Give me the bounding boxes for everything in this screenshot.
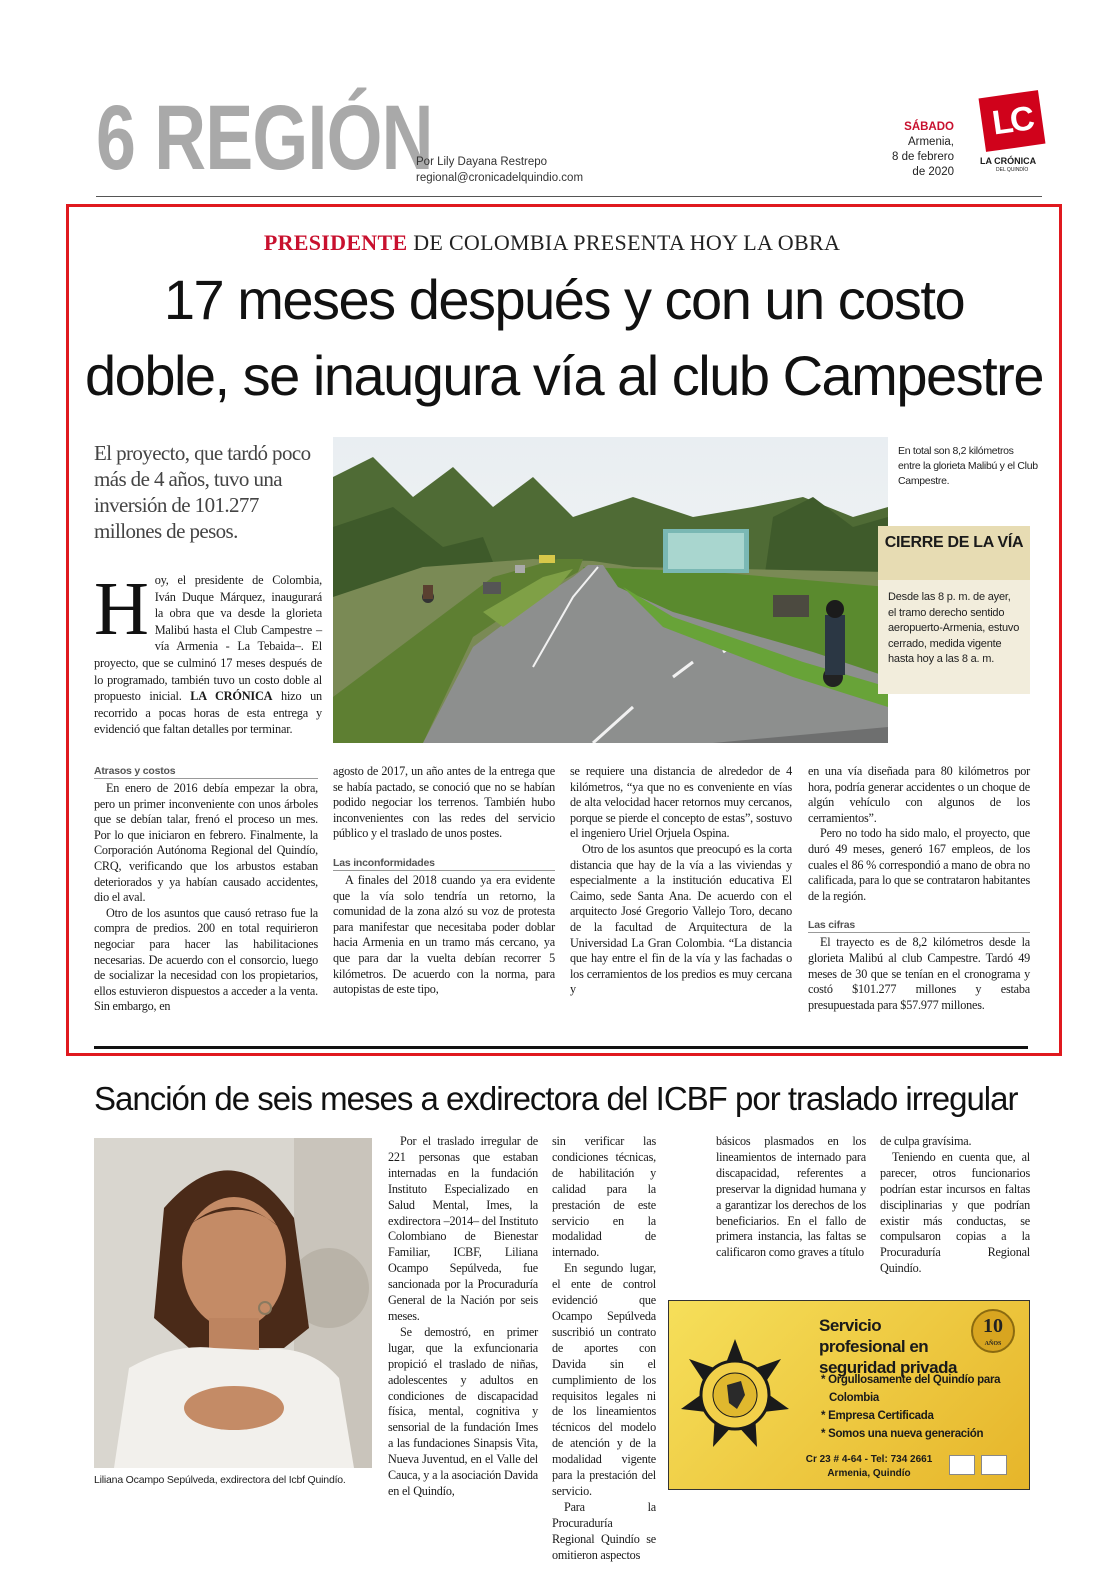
story-lead: [94, 567, 322, 738]
ad-feature: * Empresa Certificada: [821, 1410, 934, 1422]
paragraph: sin verificar las condiciones técnicas, de habilitación y calidad para la prestación de este servicio en la modalidad de internado.: [552, 1134, 656, 1260]
security-ad[interactable]: [668, 1300, 1030, 1490]
story-column-4: [808, 764, 1030, 1013]
paragraph: Para la Procuraduría Regional Quindío se omitieron aspectos: [552, 1499, 656, 1562]
sidebar-box: [878, 526, 1030, 694]
photo-cutline: En total son 8,2 kilómetros entre la glorieta Malibú y el Club Campestre.: [898, 445, 1038, 487]
story-kicker: [0, 230, 1104, 256]
security-seal-icon: [677, 1337, 793, 1453]
paragraph: se requiere una distancia de alrededor de 4 kilómetros, “ya que no es conveniente en vías de alta velocidad hacer retornos muy cercanos, porque se pierde el concepto de estas”, sostuvo el ingeniero Uriel Orjuela Ospina.: [570, 764, 792, 841]
kicker-highlight: PRESIDENTE: [263, 230, 408, 255]
anniversary-badge: [971, 1309, 1015, 1353]
sidebar-box-body: Desde las 8 p. m. de ayer, el tramo derecho sentido aeropuerto-Armenia, estuvo cerrado, medida vigente hasta hoy a las 8 a. m.: [888, 591, 1020, 665]
subhead-inconformidades: Las inconformidades: [333, 856, 555, 871]
second-column-4: [880, 1134, 1030, 1277]
kicker-rest: DE COLOMBIA PRESENTA HOY LA OBRA: [407, 230, 841, 255]
badge-number: 10: [983, 1315, 1003, 1337]
paragraph: Otro de los asuntos que causó retraso fue la compra de predios. 200 en total requirieron negociar para hacer las habilitaciones necesarias. De acuerdo con el consorcio, luego de socializar la necesidad con los propietarios, ellos estuvieron dispuestos a acceder a la venta. Sin embargo, en: [94, 905, 318, 1014]
ad-feature: * Somos una nueva generación: [821, 1428, 984, 1440]
paragraph: Por el traslado irregular de 221 personas que estaban internadas en la fundación Instituto Especializado en Salud Mental, Imes, la exdirectora –2014– del Instituto Colombiano de Bienestar Familiar, ICBF, Liliana Ocampo Sepúlveda, fue sancionada por la Procuraduría General de la Nación por seis meses.: [388, 1134, 538, 1323]
supervision-icon: [981, 1455, 1007, 1475]
second-column-3: [716, 1134, 866, 1261]
subhead-cifras: Las cifras: [808, 918, 1030, 933]
ad-feature: * Orgullosamente del Quindío para Colombia: [821, 1374, 1001, 1404]
logo-name: LA CRÓNICA: [980, 156, 1037, 166]
second-headline: Sanción de seis meses a exdirectora del ICBF por traslado irregular: [94, 1080, 1018, 1117]
paragraph: En segundo lugar, el ente de control evidenció que Ocampo Sepúlveda suscribió un contrato de aportes con Davida sin el cumplimiento de los requisitos legales ni de los lineamientos técnicos del modelo de atención y de la modalidad vigente para la prestación del servicio.: [552, 1261, 656, 1498]
subhead-atrasos: Atrasos y costos: [94, 764, 318, 779]
lead-text: oy, el presidente de Colombia, Iván Duque Márquez, inaugurará la obra que va desde la glorieta Malibú hasta el Club Campestre –vía Armenia - La Tebaida–. El proyecto, que se culminó 17 meses después de lo programado, también tuvo un costo doble al propuesto inicial.: [94, 573, 322, 704]
ad-city: Armenia, Quindío: [827, 1468, 911, 1479]
story-headline: [84, 262, 1044, 414]
paragraph: agosto de 2017, un año antes de la entrega que se había pactado, se conoció que no se habían podido negociar los terrenos. También hubo inconvenientes con las redes del servicio público y el traslado de unos postes.: [333, 764, 555, 841]
lead-bold: LA CRÓNICA: [190, 689, 273, 704]
logo-sub: DEL QUINDÍO: [996, 167, 1029, 173]
story-deck: El proyecto, que tardó poco más de 4 años, tuvo una inversión de 101.277 millones de pesos.: [94, 441, 311, 543]
badge-text: AÑOS: [984, 1341, 1002, 1347]
section-title: 6 REGIÓN: [96, 87, 433, 189]
paragraph: A finales del 2018 cuando ya era evidente que la vía solo tendría un retorno, la comunidad de la zona alzó su voz de protesta para manifestar que necesitaba poder doblar hacia Armenia en un tramo más cercano, ya que para dar la vuelta debían recorrer 5 kilómetros. De acuerdo con la norma, para autopistas de este tipo,: [333, 872, 555, 997]
story-column-2: [333, 764, 555, 998]
paragraph: en una vía diseñada para 80 kilómetros por hora, podría generar accidentes o un choque de algún vehículo con algunos de los cerramientos”.: [808, 764, 1030, 825]
road-photo: [333, 437, 888, 743]
story-column-3: [570, 764, 792, 998]
newspaper-logo: [980, 94, 1046, 173]
issue-city: Armenia,: [907, 136, 954, 148]
second-column-1: [388, 1134, 538, 1500]
ad-title: Servicio profesional en seguridad privada: [819, 1316, 957, 1377]
second-column-2: [552, 1134, 656, 1563]
ad-contact: [799, 1453, 939, 1481]
logo-mark: LC: [979, 90, 1046, 152]
issue-date-line: 8 de febrero: [891, 151, 954, 163]
story-column-1: [94, 764, 318, 1015]
paragraph: Se demostró, en primer lugar, que la exfuncionaria propició el traslado de niñas, adolescentes y adultos en condiciones de discapacidad física, mental, cognitiva y sensorial de la fundación Imes a las fundaciones Sinapsis Vita, Nueva Juventud, en el Valle del Cauca, y a la asociación Davida en el Quindío,: [388, 1324, 538, 1498]
paragraph: En enero de 2016 debía empezar la obra, pero un primer inconveniente con unos árboles que se debían talar, frenó el proceso un mes. Por lo que iniciaron en febrero. Finalmente, la Corporación Autónoma Regional del Quindío, CRQ, verificando que los arbustos estaban deteriorados y ya habían causado accidentes, dio el aval.: [94, 781, 318, 905]
byline-email: regional@cronicadelquindio.com: [416, 172, 584, 184]
portrait-caption: Liliana Ocampo Sepúlveda, exdirectora del Icbf Quindío.: [94, 1474, 346, 1486]
sidebar-box-title: CIERRE DE LA VÍA: [878, 526, 1030, 580]
story-end-rule: [94, 1046, 1028, 1049]
header-divider: [96, 196, 1042, 197]
headline-line-2: doble, se inaugura vía al club Campestre: [85, 344, 1043, 407]
paragraph: El trayecto es de 8,2 kilómetros desde la glorieta Malibú al club Campestre. Tardó 49 meses de 30 que se tenían en el cronograma y costó $101.277 millones y estaba presupuestada para $57.977 millones.: [808, 935, 1030, 1012]
paragraph: de culpa gravísima.: [880, 1134, 972, 1148]
ad-features: [819, 1371, 1019, 1443]
paragraph: Pero no todo ha sido malo, el proyecto, que duró 49 meses, generó 167 empleos, de los cuales el 86 % correspondió a mano de obra no calificada, para lo que se contrataron habitantes de la región.: [808, 826, 1030, 903]
issue-date: [892, 120, 954, 180]
certification-icon: [949, 1455, 975, 1475]
issue-year: de 2020: [912, 166, 954, 178]
paragraph: Otro de los asuntos que preocupó es la corta distancia que hay de la vía a las viviendas y especialmente a la institución educativa El Caimo, sede Santa Ana. De acuerdo con el arquitecto José Gregorio Vallejo Toro, decano de la facultad de Arquitectura de la Universidad La Gran Colombia. “La distancia que hay entre el fin de la vía y las fachadas o los cerramientos de los predios es muy cercana y: [570, 841, 792, 997]
portrait-photo: [94, 1138, 372, 1468]
paragraph: Teniendo en cuenta que, al parecer, otros funcionarios podrían estar incursos en faltas disciplinarias y que podrían existir más conductas, se compulsaron copias a la Procuraduría Regional Quindío.: [880, 1149, 1030, 1276]
drop-cap: H: [94, 567, 149, 651]
paragraph: básicos plasmados en los lineamientos de internado para discapacidad, referentes a preservar la dignidad humana y a garantizar los derechos de los beneficiarios. En el fallo de primera instancia, las faltas se calificaron como graves a título: [716, 1134, 866, 1260]
headline-line-1: 17 meses después y con un costo: [163, 268, 965, 331]
issue-day: SÁBADO: [904, 121, 954, 133]
lead-end: hizo un recorrido a pocas horas de esta entrega y evidenció que faltan detalles por terminar.: [94, 689, 322, 737]
byline-name: Por Lily Dayana Restrepo: [416, 156, 548, 168]
byline: [416, 154, 583, 186]
ad-address: Cr 23 # 4-64 - Tel: 734 2661: [805, 1454, 933, 1465]
certification-logos: [949, 1455, 1019, 1479]
